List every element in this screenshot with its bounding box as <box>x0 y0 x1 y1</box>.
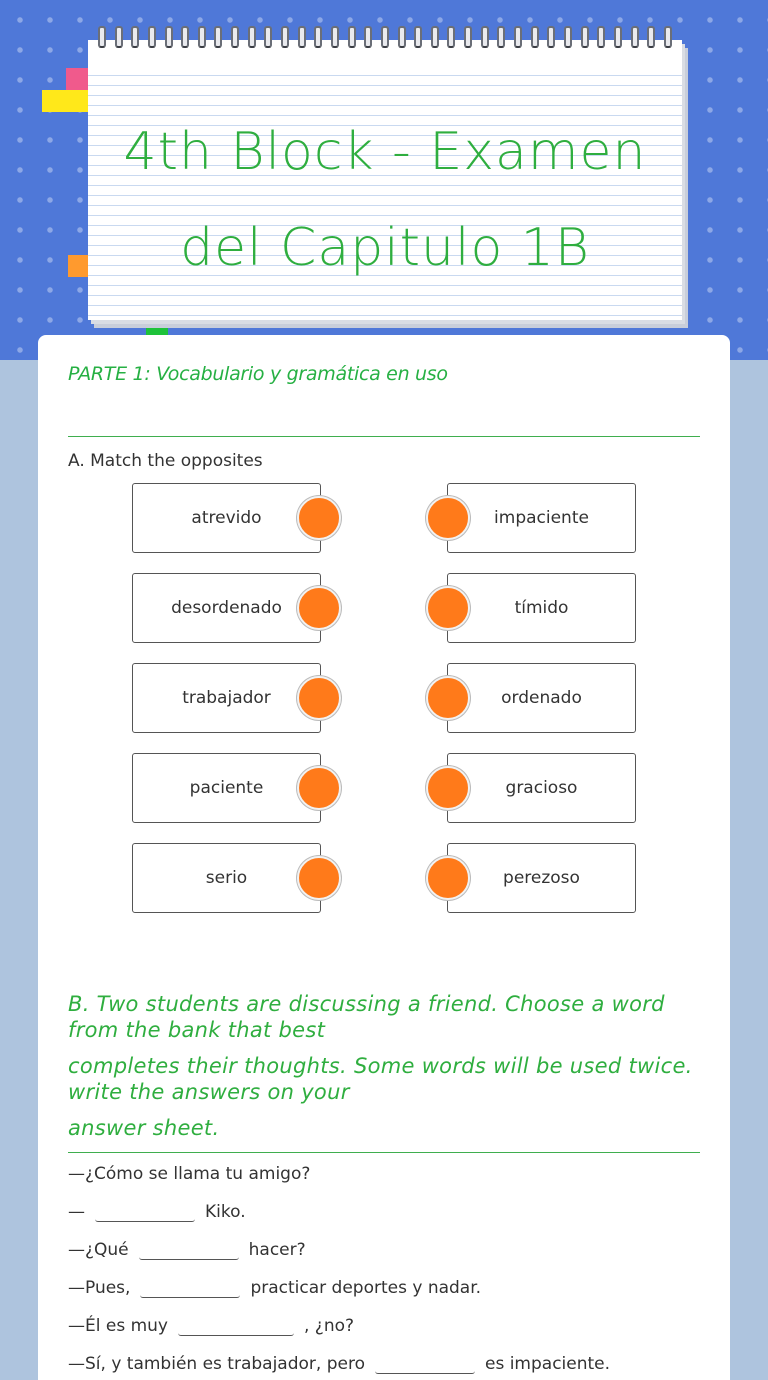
dialog-text: —Sí, y también es trabajador, pero <box>68 1354 365 1374</box>
match-left-label: trabajador <box>182 688 271 708</box>
answer-blank[interactable] <box>178 1314 294 1336</box>
match-right-item[interactable] <box>447 663 636 733</box>
match-right-label: ordenado <box>501 688 582 708</box>
part-b-instructions-line1: B. Two students are discussing a friend. Choose a word from the bank that best <box>68 992 665 1042</box>
match-left-item[interactable] <box>132 573 321 643</box>
divider <box>68 1152 700 1153</box>
match-right-connector-dot[interactable] <box>426 856 470 900</box>
dialog-line <box>68 1238 306 1260</box>
match-right-label: impaciente <box>494 508 589 528</box>
dialog-line <box>68 1276 481 1298</box>
answer-blank[interactable] <box>375 1352 475 1374</box>
notebook-title-card <box>88 40 682 320</box>
match-left-connector-dot[interactable] <box>297 676 341 720</box>
match-right-label: gracioso <box>505 778 578 798</box>
match-right-item[interactable] <box>447 573 636 643</box>
dialog-line <box>68 1352 610 1374</box>
answer-blank[interactable] <box>140 1276 240 1298</box>
dialog-text: , ¿no? <box>303 1316 355 1336</box>
dialog-text: es impaciente. <box>484 1354 611 1374</box>
match-left-label: atrevido <box>191 508 262 528</box>
match-left-label: paciente <box>189 778 264 798</box>
dialog-text: Kiko. <box>205 1202 246 1222</box>
question-a-label: A. Match the opposites <box>68 451 263 471</box>
worksheet-card <box>38 335 730 1380</box>
match-left-item[interactable] <box>132 483 321 553</box>
match-right-connector-dot[interactable] <box>426 496 470 540</box>
dialog-line <box>68 1314 354 1336</box>
match-left-item[interactable] <box>132 843 321 913</box>
dialog-text: —¿Qué <box>68 1240 129 1260</box>
match-left-label: serio <box>205 868 248 888</box>
match-left-label: desordenado <box>171 598 282 618</box>
match-right-item[interactable] <box>447 843 636 913</box>
match-right-connector-dot[interactable] <box>426 676 470 720</box>
dialog-text: — <box>68 1202 85 1222</box>
match-left-item[interactable] <box>132 753 321 823</box>
match-left-item[interactable] <box>132 663 321 733</box>
match-left-connector-dot[interactable] <box>297 766 341 810</box>
match-right-connector-dot[interactable] <box>426 586 470 630</box>
match-right-item[interactable] <box>447 483 636 553</box>
spiral-binding <box>98 26 672 54</box>
match-right-item[interactable] <box>447 753 636 823</box>
dialog-text: —¿Cómo se llama tu amigo? <box>68 1164 311 1184</box>
match-right-label: perezoso <box>503 868 580 888</box>
divider <box>68 436 700 437</box>
part-b-instructions-line2: completes their thoughts. Some words will be used twice. write the answers on your <box>68 1054 693 1104</box>
match-left-connector-dot[interactable] <box>297 856 341 900</box>
page-title-line1: 4th Block - Examen <box>123 122 647 182</box>
dialog-line <box>68 1164 310 1184</box>
dialog-text: hacer? <box>248 1240 306 1260</box>
match-left-connector-dot[interactable] <box>297 496 341 540</box>
dialog-text: practicar deportes y nadar. <box>250 1278 482 1298</box>
match-right-label: tímido <box>514 598 569 618</box>
answer-blank[interactable] <box>95 1200 195 1222</box>
answer-blank[interactable] <box>139 1238 239 1260</box>
header-banner <box>0 0 768 360</box>
match-left-connector-dot[interactable] <box>297 586 341 630</box>
dialog-text: —Pues, <box>68 1278 131 1298</box>
page-title <box>108 104 662 296</box>
page-title-line2: del Capitulo 1B <box>180 218 590 278</box>
match-right-connector-dot[interactable] <box>426 766 470 810</box>
section-title-part1: PARTE 1: Vocabulario y gramática en uso <box>68 363 448 385</box>
dialog-line <box>68 1200 246 1222</box>
dialog-text: —Él es muy <box>68 1316 168 1336</box>
part-b-instructions-line3: answer sheet. <box>68 1116 220 1140</box>
